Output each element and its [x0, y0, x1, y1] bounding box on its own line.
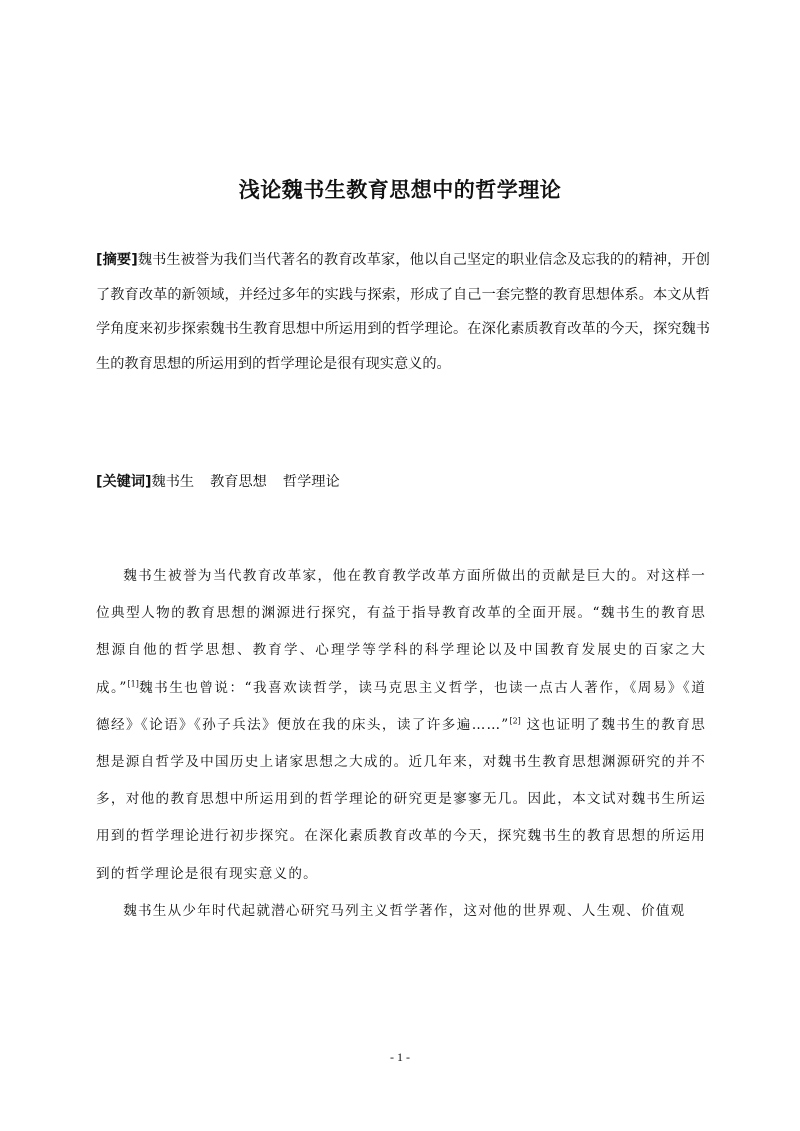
keyword-item: 哲学理论 [282, 474, 340, 490]
abstract-label: [摘要] [96, 252, 138, 268]
paragraph-text: 魏书生被誉为当代教育改革家，他在教育教学改革方面所做出的贡献是巨大的。对这样一位典型人物的教育思想的渊源进行探究，有益于指导教育改革的全面开展。“魏书生的教育思想源自他的哲学思想、教育学、心理学等学科的科学理论以及中国教育发展史的百家之大成。” [96, 568, 706, 696]
abstract-text: 魏书生被誉为我们当代著名的教育改革家，他以自己坚定的职业信念及忘我的的精神，开创了教育改革的新领域，并经过多年的实践与探索，形成了自己一套完整的教育思想体系。本文从哲学角度来初步探索魏书生教育思想中所运用到的哲学理论。在深化素质教育改革的今天，探究魏书生的教育思想的所运用到的哲学理论是很有现实意义的。 [96, 252, 710, 372]
abstract [96, 243, 710, 381]
keyword-item: 教育思想 [210, 474, 267, 490]
body-paragraph [96, 558, 706, 893]
keywords-label: [关键词] [96, 474, 152, 490]
paragraph-text: 魏书生也曾说：“我喜欢读哲学，读马克思主义哲学，也读一点古人著作，《周易》《道德经》《论语》《孙子兵法》便放在我的床头，读了许多遍……” [96, 679, 707, 733]
body-text [96, 558, 706, 930]
paragraph-text: 这也证明了魏书生的教育思想是源自哲学及中国历史上诸家思想之大成的。近几年来，对魏书生教育思想渊源研究的并不多，对他的教育思想中所运用到的哲学理论的研究更是寥寥无几。因此，本文试对魏书生所运用到的哲学理论进行初步探究。在深化素质教育改革的今天，探究魏书生的教育思想的所运用到的哲学理论是很有现实意义的。 [96, 716, 706, 882]
document-title: 浅论魏书生教育思想中的哲学理论 [238, 178, 562, 202]
citation-ref: [1] [127, 679, 139, 689]
body-paragraph: 魏书生从少年时代起就潜心研究马列主义哲学著作，这对他的世界观、人生观、价值观 [123, 902, 686, 919]
keyword-item: 魏书生 [151, 474, 195, 490]
page-number: - 1 - [390, 1050, 410, 1064]
keywords [96, 470, 710, 494]
citation-ref: [2] [509, 716, 521, 726]
